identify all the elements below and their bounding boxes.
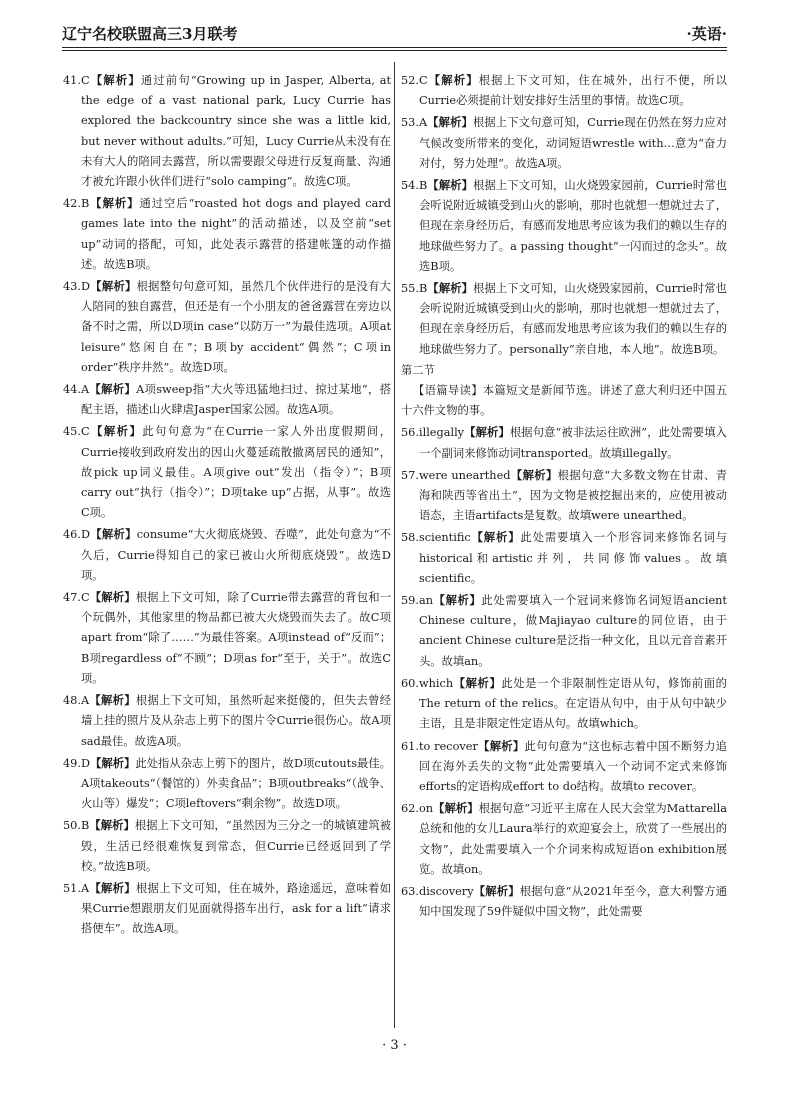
- answer-key: 61.to recover: [401, 739, 478, 753]
- answer-key: 46.D: [63, 528, 91, 542]
- answer-key: 52.C: [401, 74, 428, 87]
- analysis-tag: 【解析】: [89, 818, 135, 833]
- answer-key: 62.on: [401, 802, 434, 816]
- analysis-text: 此处需要填入一个形容词来修饰名词与historical和artistic并列，共同修饰values。故填scientific。: [419, 531, 727, 585]
- header-rule: [62, 47, 727, 51]
- answer-item: [63, 276, 391, 378]
- answer-key: 58.scientific: [401, 531, 471, 545]
- analysis-tag: 【解析】: [89, 73, 141, 87]
- analysis-tag: 【解析】: [89, 382, 137, 397]
- answer-key: 49.D: [63, 756, 91, 770]
- passage-intro: 【语篇导读】本篇短文是新闻节选。讲述了意大利归还中国五十六件文物的事。: [401, 384, 727, 418]
- page-number: · 3 ·: [382, 1038, 407, 1053]
- answer-key: 55.B: [401, 282, 428, 296]
- exam-title: 辽宁名校联盟高三3月联考: [62, 25, 238, 43]
- analysis-text: consume“大火彻底烧毁、吞噬”，此处句意为“不久后，Currie得知自己的家已被山火所彻底烧毁”。故选D项。: [81, 528, 391, 582]
- answer-key: 53.A: [401, 116, 428, 130]
- answer-item: [63, 587, 391, 689]
- analysis-text: 根据上下文可知，山火烧毁家园前，Currie时常也会听说附近城镇受到山火的影响，那时也就想一想就过去了，但现在亲身经历后，有感而发地思考应该为我们的赖以生存的地球做些努力了。personally“亲自地，本人地”。故选B项。: [419, 282, 727, 356]
- answer-item: [401, 736, 727, 798]
- answer-item: [401, 590, 727, 672]
- analysis-tag: 【解析】: [90, 279, 137, 294]
- answer-key: 54.B: [401, 179, 428, 193]
- answer-item: [401, 798, 727, 880]
- answer-item: [63, 878, 391, 940]
- analysis-text: 根据上下文可知，除了Currie带去露营的背包和一个玩偶外，其他家里的物品都已被大火烧毁而失去了。故C项apart from“除了……”为最佳答案。A项instead of“反而”；B项regardless of“不顾”；D项as for“至于，关于”。故选C项。: [81, 591, 391, 685]
- analysis-text: 此处指从杂志上剪下的图片，故D项cutouts最佳。A项takeouts“（餐馆的）外卖食品”；B项outbreaks“（战争、火山等）爆发”；C项leftovers“剩余物”。故选D项。: [81, 756, 391, 811]
- analysis-tag: 【解析】: [432, 593, 482, 608]
- answer-key: 41.C: [63, 74, 90, 87]
- analysis-tag: 【解析】: [510, 467, 558, 482]
- analysis-text: 根据上下文可知，“虽然因为三分之一的城镇建筑被毁，生活已经很难恢复到常态，但Currie已经返回到了学校。”故选B项。: [81, 819, 391, 873]
- analysis-text: 通过空后“roasted hot dogs and played card games late into the night”的活动描述，以及空前“set up”动词的搭配，可知，此处表示露营的搭建帐篷的动作描述。故选B项。: [81, 197, 391, 271]
- answer-key: 63.discovery: [401, 884, 474, 898]
- analysis-text: 此句句意为“这也标志着中国不断努力追回在海外丢失的文物”此处需要填入一个动词不定式来修饰efforts的定语构成effort to do结构。故填to recover。: [419, 739, 727, 793]
- answer-key: 47.C: [63, 591, 90, 605]
- answer-item: [63, 379, 391, 420]
- answer-item: [401, 278, 727, 360]
- answer-item: [401, 112, 727, 174]
- section-title: 第二节: [401, 363, 435, 377]
- answer-item: [63, 193, 391, 275]
- analysis-tag: 【解析】: [90, 755, 136, 770]
- answer-key: 60.which: [401, 676, 454, 690]
- answer-item: [401, 527, 727, 589]
- answer-item: [63, 524, 391, 586]
- answer-item: [63, 753, 391, 815]
- left-column: [63, 70, 391, 941]
- analysis-text: 根据句意“大多数文物在甘肃、青海和陕西等省出土”，因为文物是被挖掘出来的，应使用被动语态，主语artifacts是复数。故填were unearthed。: [419, 468, 727, 523]
- analysis-tag: 【解析】: [433, 801, 479, 816]
- answer-key: 45.C: [63, 425, 90, 439]
- analysis-tag: 【解析】: [453, 675, 502, 690]
- answer-key: 56.illegally: [401, 426, 465, 440]
- analysis-tag: 【解析】: [89, 424, 143, 439]
- answer-item: [401, 422, 727, 463]
- answer-item: [401, 175, 727, 277]
- analysis-tag: 【解析】: [473, 883, 520, 898]
- right-column: [401, 70, 727, 923]
- answer-key: 51.A: [63, 881, 90, 895]
- answer-key: 44.A: [63, 383, 90, 397]
- analysis-text: 根据上下文可知，虽然听起来挺傻的，但失去曾经墙上挂的照片及从杂志上剪下的图片令Currie很伤心。故A项sad最佳。故选A项。: [81, 694, 391, 748]
- answer-item: [401, 70, 727, 111]
- page-header: [62, 14, 727, 44]
- analysis-text: 根据整句句意可知，虽然几个伙伴进行的是没有大人陪同的独自露营，但还是有一个小朋友的爸爸露营在旁边以备不时之需，所以D项in case“以防万一”为最佳选项。A项at leisure“悠闲自在”；B项by accident“偶然”；C项in order“秩序井然”。故选D项。: [81, 280, 391, 374]
- analysis-tag: 【解析】: [89, 880, 136, 895]
- analysis-text: 根据上下文可知，住在城外，出行不便，所以Currie必须提前计划安排好生活里的事情。故选C项。: [419, 74, 727, 108]
- answer-item: [63, 690, 391, 752]
- answer-item: [401, 881, 727, 922]
- analysis-tag: 【解析】: [427, 73, 479, 87]
- analysis-text: 此处是一个非限制性定语从句，修饰前面的The return of the relics。在定语从句中，由于从句中缺少主语，且是非限定性定语从句。故填which。: [419, 676, 727, 731]
- analysis-text: 此处需要填入一个冠词来修饰名词短语ancient Chinese culture，做Majiayao culture的同位语，由于ancient Chinese culture是泛指一种文化，且以元音音素开头。故填an。: [419, 594, 727, 668]
- analysis-tag: 【解析】: [477, 738, 525, 753]
- analysis-tag: 【解析】: [470, 530, 521, 545]
- analysis-tag: 【解析】: [427, 115, 473, 130]
- answer-item: [63, 70, 391, 192]
- analysis-tag: 【解析】: [89, 196, 140, 211]
- subject-label: ·英语·: [686, 25, 727, 43]
- analysis-tag: 【解析】: [464, 425, 510, 440]
- analysis-text: 通过前句“Growing up in Jasper, Alberta, at the edge of a vast national park, Lucy Currie has explored the backcountry since she was a little kid, but never without adults.”可知，Lucy Currie从未没有在未有大人的陪同去露营，所以需要跟父母进行反复商量、沟通才被允许跟小伙伴们进行“solo camping”。故选C项。: [81, 74, 391, 189]
- answer-item: [401, 673, 727, 735]
- answer-key: 43.D: [63, 280, 91, 294]
- analysis-text: 根据句意“从2021年至今，意大利警方通知中国发现了59件疑似中国文物”，此处需要: [419, 884, 727, 919]
- column-divider: [394, 62, 395, 1028]
- answer-key: 50.B: [63, 819, 90, 833]
- analysis-tag: 【解析】: [89, 693, 136, 708]
- analysis-tag: 【解析】: [427, 281, 474, 296]
- answer-key: 42.B: [63, 197, 90, 211]
- answer-item: [63, 815, 391, 877]
- analysis-text: 根据句意“被非法运往欧洲”，此处需要填入一个副词来修饰动词transported。故填illegally。: [419, 426, 727, 460]
- analysis-text: 根据上下文可知，山火烧毁家园前，Currie时常也会听说附近城镇受到山火的影响，那时也就想一想就过去了，但现在亲身经历后，有感而发地思考应该为我们的赖以生存的地球做些努力了。a passing thought“一闪而过的念头”。故选B项。: [419, 179, 727, 273]
- analysis-tag: 【解析】: [90, 527, 137, 542]
- answer-key: 57.were unearthed: [401, 468, 511, 482]
- analysis-text: A项sweep指“大火等迅猛地扫过、掠过某地”，搭配主语，描述山火肆虐Jasper国家公园。故选A项。: [81, 383, 391, 417]
- analysis-text: 此句句意为“在Currie一家人外出度假期间，Currie接收到政府发出的因山火蔓延疏散撤离居民的通知”，故pick up词义最佳。A项give out“发出（指令）”；B项carry out“执行（指令）”；D项take up“占据，从事”。故选C项。: [81, 425, 391, 520]
- answer-key: 48.A: [63, 694, 90, 708]
- analysis-text: 根据句意“习近平主席在人民大会堂为Mattarella总统和他的女儿Laura举行的欢迎宴会上，欣赏了一些展出的文物”，此处需要填入一个介词来构成短语on exhibition展览。故填on。: [419, 802, 727, 876]
- analysis-tag: 【解析】: [89, 590, 136, 605]
- answer-key: 59.an: [401, 594, 433, 608]
- analysis-text: 根据上下文句意可知，Currie现在仍然在努力应对气候改变所带来的变化，动词短语wrestle with…意为“奋力对付，努力处理”。故选A项。: [419, 116, 727, 170]
- analysis-tag: 【解析】: [427, 178, 474, 193]
- analysis-text: 根据上下文可知，住在城外，路途遥远，意味着如果Currie想跟朋友们见面就得搭车出行，ask for a lift“请求搭便车”。故选A项。: [81, 881, 391, 936]
- answer-item: [63, 421, 391, 523]
- answer-item: [401, 465, 727, 527]
